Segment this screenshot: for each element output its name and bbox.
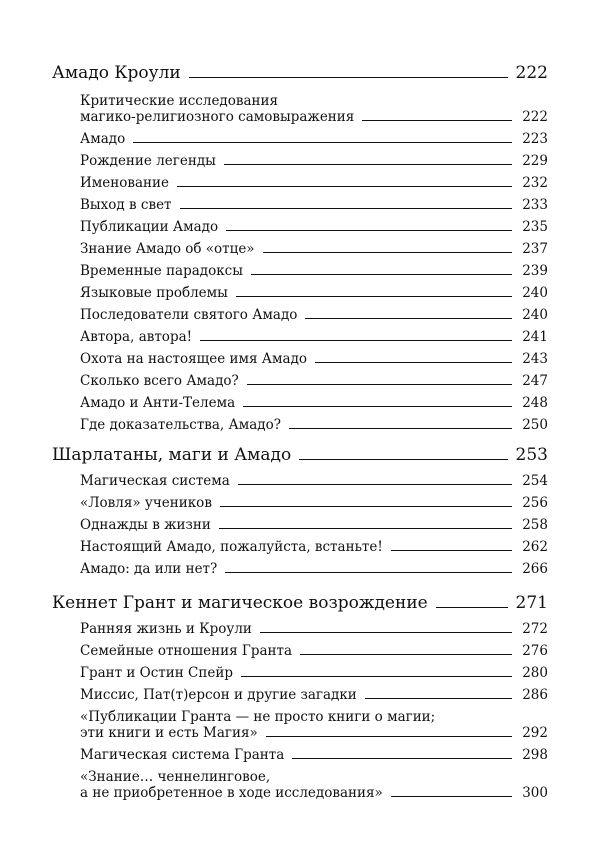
toc-title-line: Критические исследования [80,93,279,109]
toc-title: Охота на настоящее имя Амадо [80,351,308,367]
toc-row [80,131,548,147]
toc-title: Языковые проблемы [80,285,228,301]
toc-row [80,417,548,433]
toc-page-number: 254 [522,473,548,489]
toc-leader-line [365,698,512,699]
toc-section [80,329,548,345]
toc-section [80,285,548,301]
toc-chapter [52,63,548,83]
toc-section [80,561,548,577]
toc-section [80,153,548,169]
toc-row [80,109,548,125]
toc-row [80,175,548,191]
toc-row [52,445,548,465]
toc-row [52,593,548,613]
toc-page-number: 239 [522,263,548,279]
toc-title: Семейные отношения Гранта [80,643,293,659]
toc-row [80,561,548,577]
toc-title: Выход в свет [80,197,172,213]
toc-title: Амадо Кроули [52,63,181,83]
toc-section [80,709,548,741]
toc-row [80,307,548,323]
toc-title: Амадо: да или нет? [80,561,218,577]
toc-title: Миссис, Пат(т)ерсон и другие загадки [80,687,357,703]
toc-row [80,643,548,659]
toc-page-number: 292 [522,725,548,741]
toc-section [80,747,548,763]
toc-leader-line [362,120,512,121]
toc-page-number: 223 [522,131,548,147]
toc-page-number: 286 [522,687,548,703]
toc-page-number: 240 [522,285,548,301]
toc-page-number: 272 [522,621,548,637]
toc-section [80,175,548,191]
toc-title-line: «Публикации Гранта — не просто книги о магии; [80,709,436,725]
toc-page-number: 271 [515,593,548,613]
toc-row [80,665,548,681]
toc-page-number: 276 [522,643,548,659]
toc-section [80,643,548,659]
toc-row [80,351,548,367]
toc-title: Автора, автора! [80,329,193,345]
toc-title: Сколько всего Амадо? [80,373,239,389]
toc-chapter [52,593,548,613]
toc-title: Знание Амадо об «отце» [80,241,255,257]
toc-section [80,687,548,703]
toc-leader-line [219,528,512,529]
toc-leader-line [177,186,512,187]
toc-section [80,417,548,433]
toc-section [80,307,548,323]
toc-row [80,219,548,235]
toc-page-number: 250 [522,417,548,433]
toc-leader-line [315,362,512,363]
toc-section [80,665,548,681]
toc-page-number: 248 [522,395,548,411]
toc-leader-line [436,607,508,608]
toc-leader-line [300,654,512,655]
toc-title: Амадо и Анти-Телема [80,395,236,411]
toc-leader-line [243,406,512,407]
toc-page-number: 256 [522,495,548,511]
toc-leader-line [220,506,512,507]
toc-section [80,351,548,367]
toc-leader-line [189,77,508,78]
toc-section [80,241,548,257]
toc-leader-line [241,676,512,677]
toc-title: «Ловля» учеников [80,495,212,511]
toc-section [80,395,548,411]
toc-page-number: 253 [515,445,548,465]
toc-row [80,517,548,533]
toc-page-number: 241 [522,329,548,345]
toc-page-number: 240 [522,307,548,323]
toc-title: Грант и Остин Спейр [80,665,234,681]
toc-section [80,263,548,279]
toc-title-line: «Знание… ченнелинговое, [80,769,271,785]
toc-page-number: 247 [522,373,548,389]
toc-section [80,621,548,637]
toc-page-number: 262 [522,539,548,555]
toc-section [80,373,548,389]
toc-title: Шарлатаны, маги и Амадо [52,445,292,465]
toc-title: эти книги и есть Магия» [80,725,258,741]
toc-title: Кеннет Грант и магическое возрождение [52,593,428,613]
toc-leader-line [251,274,512,275]
toc-page-number: 235 [522,219,548,235]
toc-section [80,495,548,511]
toc-title: Публикации Амадо [80,219,219,235]
toc-section [80,539,548,555]
toc-leader-line [238,484,512,485]
toc-title: Рождение легенды [80,153,216,169]
toc-row [80,495,548,511]
toc-page-number: 243 [522,351,548,367]
toc-leader-line [299,459,507,460]
toc-title: Магическая система [80,473,230,489]
toc-title: Магическая система Гранта [80,747,285,763]
toc-leader-line [391,550,512,551]
toc-leader-line [292,758,512,759]
toc-row [80,373,548,389]
toc-row [80,395,548,411]
toc-row [80,329,548,345]
toc-page-number: 266 [522,561,548,577]
toc-page-number: 229 [522,153,548,169]
toc-row [80,725,548,741]
toc-row [52,63,548,83]
toc-chapter [52,445,548,465]
toc-row [80,621,548,637]
toc-title: Ранняя жизнь и Кроули [80,621,252,637]
toc-title: Амадо [80,131,126,147]
toc-section [80,197,548,213]
toc-page-number: 222 [515,63,548,83]
toc-title: Где доказательства, Амадо? [80,417,281,433]
toc-page-number: 298 [522,747,548,763]
toc-row [80,241,548,257]
toc-title: магико-религиозного самовыражения [80,109,355,125]
toc-page-number: 237 [522,241,548,257]
toc-section [80,473,548,489]
toc-title: Последователи святого Амадо [80,307,298,323]
toc-row [80,687,548,703]
toc-row [80,473,548,489]
toc-section [80,769,548,801]
toc-leader-line [247,384,512,385]
toc-row [80,285,548,301]
toc-title: Однажды в жизни [80,517,211,533]
toc-leader-line [133,142,512,143]
toc-section [80,517,548,533]
toc-section [80,219,548,235]
toc-row [80,539,548,555]
toc-leader-line [225,572,512,573]
toc-page-number: 258 [522,517,548,533]
toc-section [80,131,548,147]
toc-page-number: 233 [522,197,548,213]
toc-title: Временные парадоксы [80,263,243,279]
toc-leader-line [289,428,512,429]
toc-page-number: 222 [522,109,548,125]
toc-leader-line [263,252,512,253]
toc-leader-line [391,796,512,797]
toc-title: а не приобретенное в ходе исследования» [80,785,383,801]
toc-row [80,263,548,279]
toc-page-number: 232 [522,175,548,191]
toc-row [80,197,548,213]
toc-leader-line [266,736,512,737]
toc-leader-line [224,164,512,165]
toc-row [80,747,548,763]
toc-leader-line [180,208,512,209]
toc-leader-line [226,230,512,231]
toc-section [80,93,548,125]
toc-page-number: 300 [522,785,548,801]
toc-leader-line [305,318,512,319]
toc-page-number: 280 [522,665,548,681]
toc-title: Настоящий Амадо, пожалуйста, встаньте! [80,539,383,555]
toc-leader-line [236,296,512,297]
toc-row [80,153,548,169]
toc-row [80,785,548,801]
toc-title: Именование [80,175,170,191]
toc-leader-line [260,632,512,633]
toc-leader-line [200,340,512,341]
